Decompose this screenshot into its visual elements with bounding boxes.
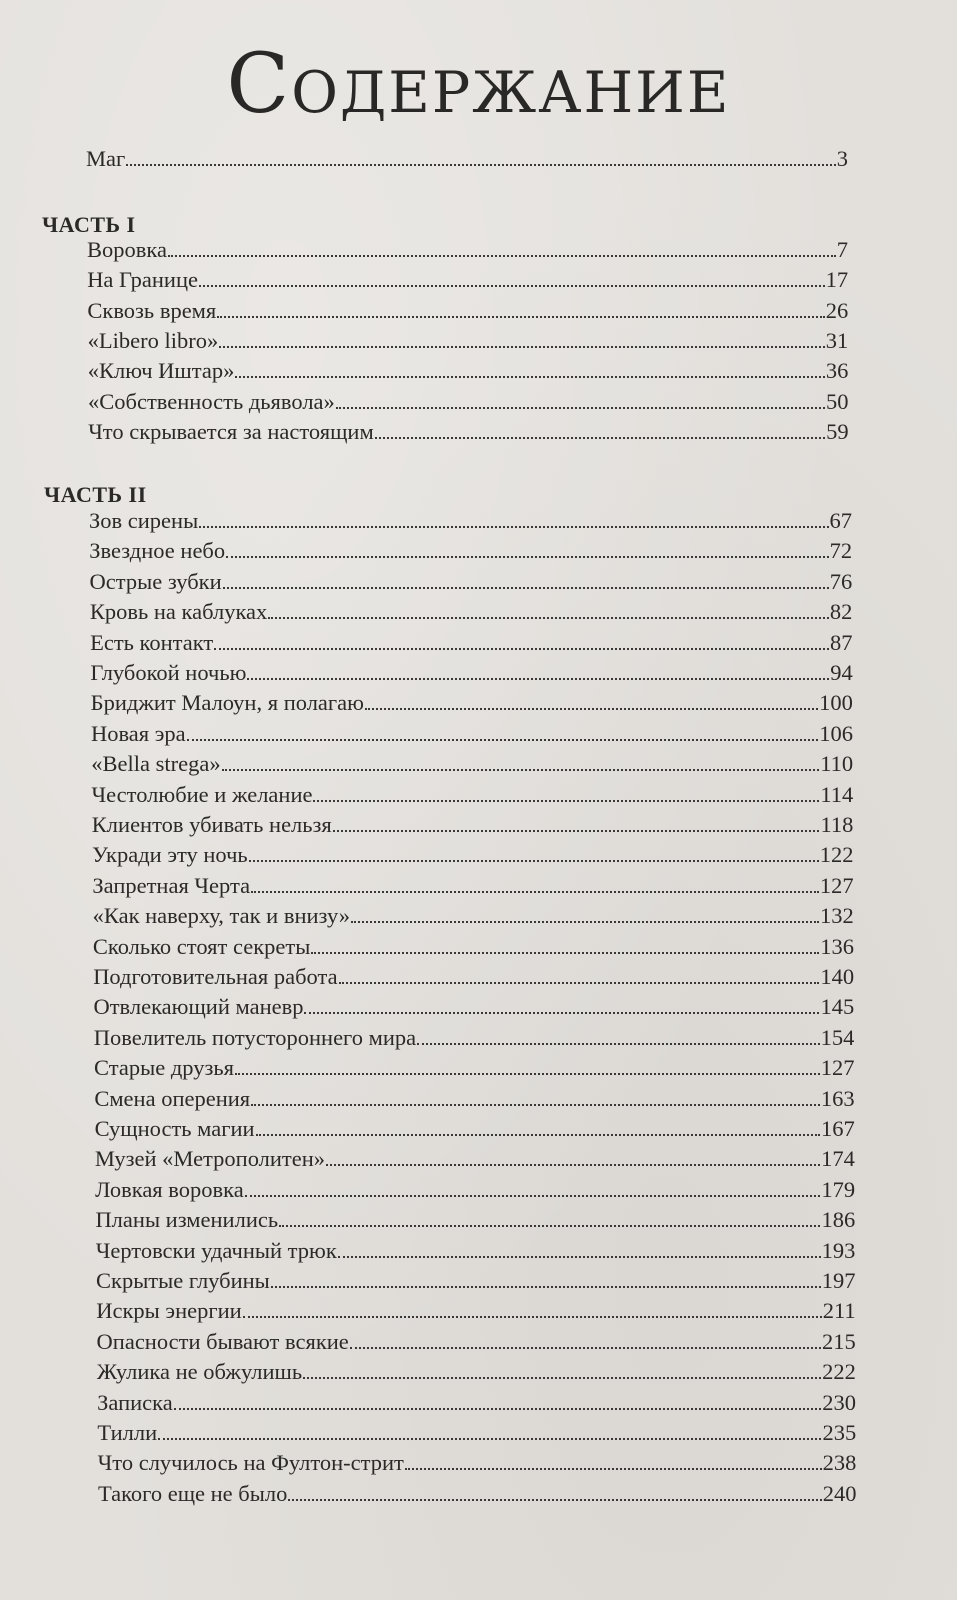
- toc-entry: [91, 689, 853, 717]
- dot-leader: [219, 346, 825, 348]
- toc-entry-page: 127: [820, 1055, 855, 1081]
- toc-entry-label: Глубокой ночью: [90, 660, 247, 685]
- toc-entry-page: 67: [829, 508, 852, 533]
- dot-leader: [256, 1134, 820, 1136]
- toc-entry-label: Подготовительная работа: [93, 964, 338, 989]
- toc-entry: [92, 841, 853, 869]
- toc-entry: [89, 507, 852, 535]
- toc-entry-page: 197: [821, 1268, 856, 1293]
- toc-entry-page: 163: [820, 1085, 855, 1111]
- dot-leader: [304, 1012, 819, 1014]
- toc-entry-page: 211: [822, 1298, 856, 1324]
- part-1-heading: ЧАСТЬ I: [42, 212, 136, 237]
- toc-entry: [98, 1449, 857, 1477]
- toc-entry-page: 230: [822, 1389, 857, 1415]
- toc-entry-label: Жулика не обжулишь: [96, 1359, 303, 1385]
- toc-entry: [96, 1267, 856, 1295]
- dot-leader: [405, 1468, 822, 1470]
- toc-entry-label: Звездное небо: [89, 538, 226, 564]
- dot-leader: [168, 255, 836, 257]
- dot-leader: [268, 617, 829, 619]
- toc-entry-label: Сколько стоят секреты: [92, 933, 311, 959]
- toc-entry-page: 132: [820, 903, 854, 929]
- toc-entry-page: 174: [821, 1146, 855, 1172]
- toc-entry-label: Новая эра: [90, 720, 186, 746]
- toc-entry: [97, 1328, 856, 1356]
- toc-entry-page: 235: [822, 1420, 857, 1445]
- dot-leader: [339, 982, 820, 984]
- toc-entry: [90, 659, 852, 687]
- toc-entry-label: Смена оперения: [94, 1085, 251, 1111]
- dot-leader: [214, 648, 829, 650]
- dot-leader: [126, 164, 836, 166]
- toc-entry-page: 100: [819, 690, 853, 716]
- toc-entry-page: 215: [822, 1328, 856, 1354]
- toc-entry-page: 122: [819, 842, 854, 868]
- dot-leader: [417, 1043, 819, 1045]
- dot-leader: [251, 1104, 820, 1106]
- toc-entry-page: 31: [825, 327, 849, 353]
- toc-entry-page: 140: [820, 964, 855, 989]
- page-title: Содержание: [226, 37, 731, 132]
- toc-entry-page: 240: [822, 1480, 857, 1506]
- toc-entry-page: 82: [829, 599, 853, 625]
- dot-leader: [333, 830, 820, 832]
- toc-entry-label: На Границе: [87, 267, 198, 293]
- toc-entry: [89, 537, 852, 565]
- toc-entry-label: Планы изменились: [95, 1207, 279, 1233]
- toc-entry-page: 127: [819, 872, 854, 898]
- toc-entry-label: Отвлекающий маневр: [93, 994, 304, 1020]
- dot-leader: [243, 1316, 822, 1318]
- toc-entry: [95, 1145, 855, 1173]
- dot-leader: [336, 407, 825, 409]
- toc-entry-label: Острые зубки: [89, 568, 222, 594]
- toc-entry-label: «Собственность дьявола»: [88, 388, 335, 414]
- dot-leader: [247, 678, 829, 680]
- dot-leader: [235, 376, 825, 378]
- toc-entry: [94, 1054, 854, 1082]
- dot-leader: [375, 437, 825, 439]
- toc-entry: [92, 872, 853, 900]
- toc-entry: [93, 963, 854, 991]
- dot-leader: [223, 587, 829, 589]
- dot-leader: [245, 1195, 821, 1197]
- toc-entry-label: «Как наверху, так и внизу»: [92, 903, 351, 929]
- toc-entry: [88, 418, 848, 446]
- dot-leader: [303, 1377, 821, 1379]
- toc-entry: [97, 1419, 856, 1447]
- dot-leader: [226, 556, 829, 558]
- toc-entry: [88, 357, 849, 385]
- dot-leader: [271, 1286, 821, 1288]
- dot-leader: [235, 1073, 820, 1075]
- toc-entry-page: 7: [836, 237, 848, 262]
- toc-entry-label: Что скрывается за настоящим: [88, 418, 374, 444]
- toc-entry: [97, 1358, 856, 1386]
- toc-entry-label: Ловкая воровка: [95, 1176, 244, 1202]
- toc-entry-label: Есть контакт: [90, 629, 214, 655]
- toc-entry-page: 50: [826, 388, 849, 414]
- dot-leader: [199, 285, 825, 287]
- toc-entry: [88, 388, 849, 416]
- toc-entry-page: 17: [825, 267, 849, 293]
- toc-entry-label: Записка: [97, 1389, 173, 1415]
- dot-leader: [158, 1438, 821, 1440]
- toc-entry-page: 3: [836, 146, 848, 171]
- toc-entry: [87, 236, 848, 264]
- toc-entry: [95, 1176, 855, 1204]
- dot-leader: [351, 921, 819, 923]
- dot-leader: [313, 800, 819, 802]
- toc-entry: [93, 902, 854, 930]
- toc-entry: [95, 1206, 855, 1234]
- toc-entry: [91, 720, 853, 748]
- toc-entry-page: 76: [829, 568, 853, 594]
- toc-entry-page: 118: [820, 812, 854, 837]
- toc-entry: [97, 1389, 856, 1417]
- dot-leader: [249, 860, 819, 862]
- toc-entry: [90, 598, 853, 626]
- toc-entry: [93, 993, 854, 1021]
- toc-entry-page: 59: [826, 418, 849, 444]
- dot-leader: [199, 526, 828, 528]
- toc-entry-label: Сквозь время: [87, 297, 217, 323]
- toc-entry: [95, 1115, 855, 1143]
- toc-entry-label: Старые друзья: [94, 1055, 234, 1081]
- toc-entry-page: 186: [821, 1207, 856, 1233]
- dot-leader: [217, 316, 824, 318]
- toc-entry-page: 193: [821, 1237, 856, 1263]
- toc-entry: [92, 781, 854, 809]
- toc-entry-label: Клиентов убивать нельзя: [91, 812, 332, 837]
- dot-leader: [222, 769, 820, 771]
- toc-entry-label: «Bella strega»: [91, 751, 221, 777]
- toc-entry-page: 179: [821, 1176, 856, 1202]
- toc-entry-label: Укради эту ночь: [92, 842, 248, 868]
- toc-entry-page: 26: [825, 297, 849, 323]
- toc-entry-page: 72: [829, 538, 853, 564]
- toc-entry-label: Искры энергии: [96, 1298, 242, 1324]
- dot-leader: [288, 1499, 821, 1501]
- toc-entry: [90, 629, 852, 657]
- toc-entry: [92, 811, 854, 839]
- toc-entry-label: Сущность магии: [94, 1116, 255, 1141]
- toc-entry-label: Музей «Метрополитен»: [94, 1146, 326, 1172]
- toc-entry-prologue: [86, 145, 848, 173]
- toc-entry: [91, 750, 853, 778]
- dot-leader: [279, 1225, 820, 1227]
- toc-entry-label: Воровка: [87, 237, 167, 262]
- toc-entry: [96, 1297, 855, 1325]
- toc-entry-label: Честолюбие и желание: [91, 781, 313, 807]
- toc-entry-page: 222: [822, 1359, 856, 1385]
- toc-entry-label: Чертовски удачный трюк: [95, 1237, 337, 1263]
- dot-leader: [311, 952, 819, 954]
- toc-entry-label: Зов сирены: [89, 508, 199, 533]
- part-2-heading: ЧАСТЬ II: [44, 482, 147, 507]
- dot-leader: [251, 891, 819, 893]
- toc-entry-page: 94: [830, 660, 853, 685]
- dot-leader: [187, 739, 819, 741]
- toc-entry-label: Опасности бывают всякие: [96, 1328, 349, 1354]
- toc-entry-page: 167: [821, 1116, 855, 1141]
- toc-entry-label: Запретная Черта: [92, 872, 251, 898]
- toc-entry-label: Кровь на каблуках: [89, 599, 268, 625]
- toc-entry-label: Тилли: [97, 1420, 158, 1445]
- toc-entry: [88, 327, 849, 355]
- toc-entry: [87, 297, 848, 325]
- toc-entry-label: «Ключ Иштар»: [87, 358, 235, 384]
- toc-entry-page: 136: [820, 933, 854, 959]
- toc-entry: [94, 1024, 855, 1052]
- dot-leader: [365, 708, 818, 710]
- toc-entry: [94, 1085, 854, 1113]
- toc-entry-label: «Libero libro»: [87, 327, 219, 353]
- toc-entry: [98, 1480, 857, 1508]
- toc-entry-label: Такого еще не было: [97, 1480, 288, 1506]
- toc-entry: [90, 568, 853, 596]
- toc-entry-page: 36: [825, 358, 849, 384]
- toc-entry-label: Маг: [86, 146, 126, 171]
- toc-entry-label: Что случилось на Фултон-стрит: [97, 1450, 404, 1476]
- toc-entry-label: Скрытые глубины: [96, 1268, 270, 1293]
- toc-entry: [87, 266, 848, 294]
- toc-entry-label: Бриджит Малоун, я полагаю: [90, 690, 364, 716]
- toc-entry-page: 106: [819, 720, 853, 746]
- toc-entry-page: 87: [830, 629, 853, 655]
- toc-entry-page: 238: [822, 1450, 857, 1476]
- toc-entry-page: 110: [820, 751, 854, 777]
- dot-leader: [326, 1164, 820, 1166]
- toc-entry-label: Повелитель потустороннего мира: [93, 1024, 417, 1050]
- toc-entry-page: 154: [820, 1024, 855, 1050]
- dot-leader: [350, 1347, 821, 1349]
- toc-entry: [96, 1237, 856, 1265]
- toc-entry-page: 145: [820, 994, 855, 1020]
- toc-entry-page: 114: [820, 781, 854, 807]
- toc-entry: [93, 933, 854, 961]
- dot-leader: [174, 1408, 822, 1410]
- dot-leader: [338, 1256, 821, 1258]
